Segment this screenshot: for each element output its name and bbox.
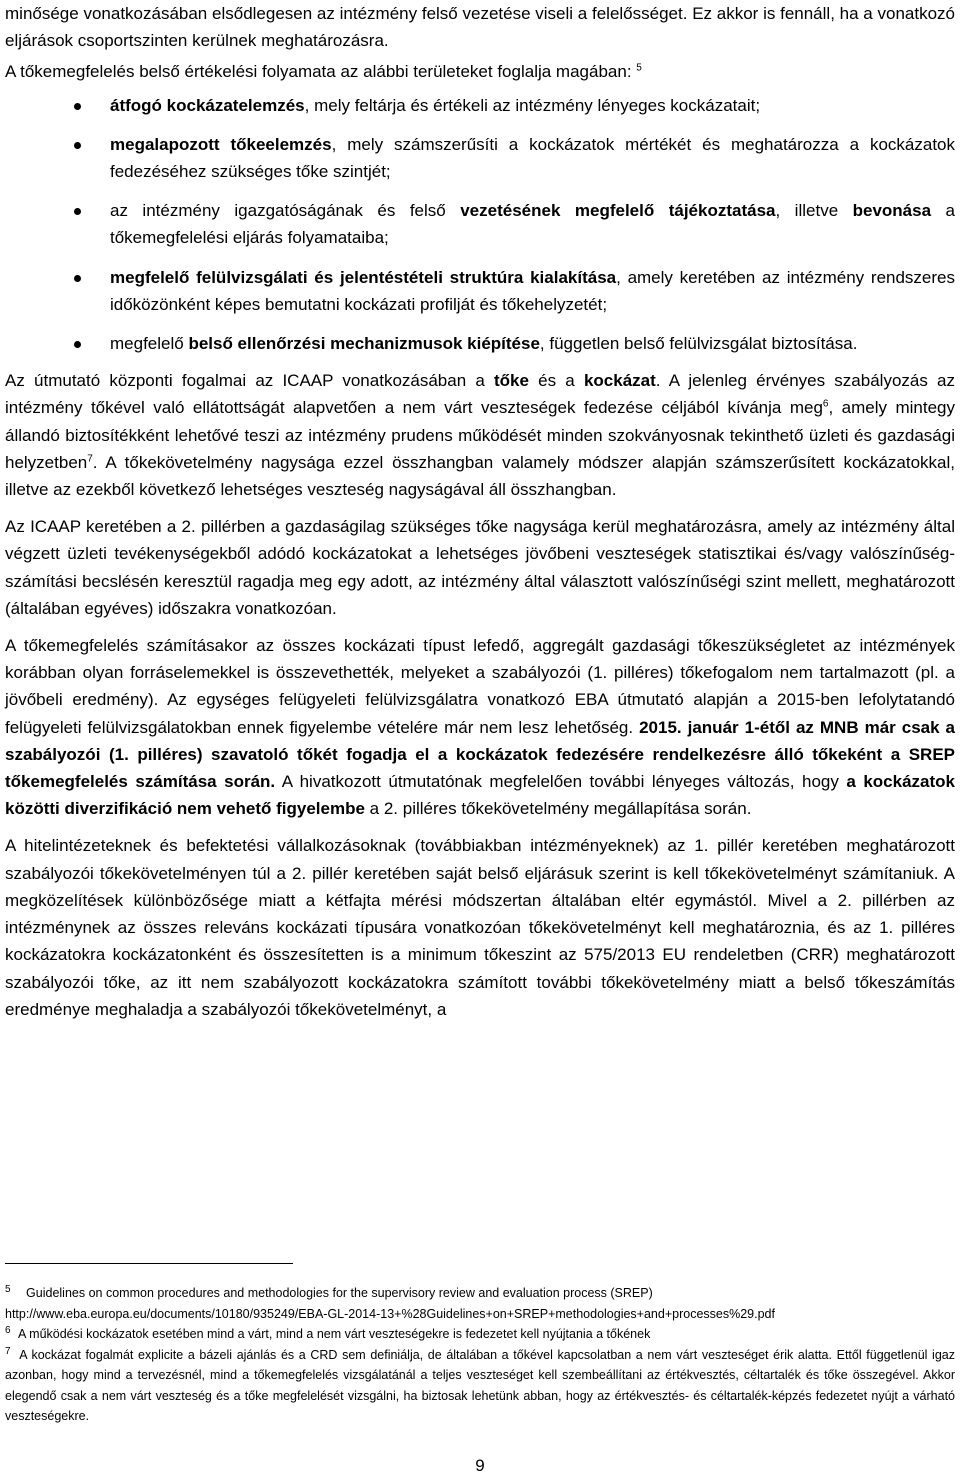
footnote-text: A működési kockázatok esetében mind a várt, mind a nem várt veszteségekre is fedezetet kell nyújtania a tőkének [18, 1327, 651, 1341]
list-item-bold: bevonása [852, 201, 932, 221]
list-item-bold: megfelelő felülvizsgálati és jelentéstételi struktúra kialakítása [110, 267, 617, 287]
footnote-number: 6 [5, 1324, 11, 1336]
bullet-icon [74, 341, 81, 348]
list-item [5, 264, 955, 318]
bullet-icon [74, 208, 81, 215]
list-item [5, 330, 955, 357]
paragraph-text: . A tőkekövetelmény nagysága ezzel összhangban valamely módszer alapján számszerűsített kockázatokkal, illetve az ezekből következő lehetséges veszteség nagyságával áll összhangban. [5, 452, 955, 500]
list-item-text: a tőkemegfelelési eljárás folyamataiba; [110, 201, 955, 248]
list-item-bold: átfogó kockázatelemzés [110, 95, 305, 115]
footnote-link[interactable]: http://www.eba.europa.eu/documents/10180/935249/EBA-GL-2014-13+%28Guidelines+on+SREP+methodologies+and+processes%29.pdf [5, 1306, 775, 1321]
footnote-ref-5[interactable]: 5 [636, 62, 642, 74]
paragraph-intro-text: minősége vonatkozásában elsődlegesen az intézmény felső vezetése viseli a felelősséget. Ez akkor is fennáll, ha a vonatkozó eljárások csoportszinten kerülnek meghatározásra. [5, 4, 955, 51]
paragraph-credit-institutions [5, 832, 955, 1022]
list-item-text: , amely keretében az intézmény rendszeres időközönként képes bemutatni kockázati profilját és tőkehelyzetét; [110, 267, 955, 314]
list-intro-text: A tőkemegfelelés belső értékelési folyamata az alábbi területeket foglalja magában: [5, 62, 632, 82]
paragraph-text: A hitelintézeteknek és befektetési vállalkozásoknak (továbbiakban intézményeknek) az 1. pillér keretében meghatározott szabályozói tőkekövetelményen túl a 2. pillér keretében saját belső eljárásuk szerint is kell tőkekövetelményt számítaniuk. A megközelítések különbözősége miatt a kétfajta mérési módszertan általában eltér egymástól. Mivel a 2. pillérben az intézménynek az összes releváns kockázati típusára vonatkozóan tőkekövetelményt kell meghatároznia, és az 1. pilléres kockázatokra kockázatonként és összesítetten is a minimum tőkeszint az 575/2013 EU rendeletben (CRR) meghatározott szabályozói tőke, az itt nem szabályozott kockázatokra számított további tőkekövetelmény miatt a belső tőkeszámítás eredménye meghaladja a szabályozói tőkekövetelményt, a [5, 836, 955, 1019]
list-item-text: , mely feltárja és értékeli az intézmény lényeges kockázatait; [304, 95, 761, 115]
paragraph-pillar2 [5, 513, 955, 622]
term-capital: tőke [494, 371, 529, 391]
paragraph-text: és a [528, 371, 584, 391]
list-item [5, 197, 955, 251]
list-item-text: , mely számszerűsíti a kockázatok mértékét és meghatározza a kockázatok fedezéséhez szükséges tőke szintjét; [110, 134, 955, 182]
term-risk: kockázat [583, 371, 656, 391]
footnote-number: 7 [5, 1345, 11, 1357]
footnote-6 [5, 1324, 955, 1345]
list-item-text: , független belső felülvizsgálat biztosítása. [539, 334, 858, 354]
page-number: 9 [475, 1456, 485, 1475]
footnote-ref-7[interactable]: 7 [87, 453, 93, 465]
paragraph-bold: 2015. január 1-étől az MNB már csak a szabályozói (1. pilléres) szavatoló tőkét fogadja el a kockázatok fedezésére rendelkezésre álló tőkeként a SREP tőkemegfelelés számítása során. [5, 717, 955, 792]
paragraph-intro [5, 0, 955, 54]
icaap-areas-list [5, 92, 955, 358]
paragraph-text: a 2. pilléres tőkekövetelmény megállapítása során. [364, 799, 752, 819]
bullet-icon [74, 275, 81, 282]
footnote-5 [5, 1283, 955, 1304]
footnote-text: Guidelines on common procedures and methodologies for the supervisory review and evaluation process (SREP) [26, 1286, 653, 1300]
paragraph-text: A tőkemegfelelés számításakor az összes kockázati típust lefedő, aggregált gazdasági tőkeszükségletet az intézmények korábban olyan forráselemekkel is összevethették, melyeket a szabályozói (1. pilléres) tőkefogalom nem tartalmazott (pl. a jövőbeli eredmény). Az egységes felügyeleti felülvizsgálatra vonatkozó EBA útmutató alapján a 2015-ben lefolytatandó felügyeleti felülvizsgálatokban ennek figyelembe vételére már nem lesz lehetőség. [5, 636, 955, 737]
bullet-icon [74, 103, 81, 110]
footnote-ref-6[interactable]: 6 [822, 398, 829, 410]
footnote-5-url [5, 1304, 955, 1325]
paragraph-list-intro [5, 58, 955, 85]
list-item-bold: vezetésének megfelelő tájékoztatása [460, 201, 776, 221]
footnote-number: 5 [5, 1283, 11, 1295]
paragraph-text: . A jelenleg érvényes szabályozás az intézmény tőkével való ellátottságát alapvetően a nem várt veszteségek fedezése céljából kívánja meg [5, 371, 955, 418]
document-page [5, 0, 955, 1023]
paragraph-text: A hivatkozott útmutatónak megfelelően további lényeges változás, hogy [275, 772, 847, 792]
footnote-text: A kockázat fogalmát explicite a bázeli ajánlás és a CRD sem definiálja, de általában a tőkével kapcsolatban a nem várt veszteséget érik alatta. Ettől függetlenül igaz azonban, hogy mind a tervezésnél, mind a tőkemegfelelés vizsgálatánál a teljes veszteséget kell szembeállítani az értékvesztés, céltartalék és tőke összegével. Akkor elegendő csak a nem várt veszteség és a tőke megfelelését vizsgálni, ha biztosak lehetünk abban, hogy az értékvesztés- és céltartalék-képzés fedezetet nyújt a várható veszteségekre. [5, 1347, 955, 1423]
footnote-7 [5, 1345, 955, 1427]
list-item-text: , illetve [775, 201, 853, 221]
list-item [5, 92, 955, 119]
paragraph-text: Az útmutató központi fogalmai az ICAAP vonatkozásában a [5, 371, 494, 391]
list-item-text: megfelelő [110, 334, 189, 354]
list-item-bold: belső ellenőrzési mechanizmusok kiépítése [188, 334, 540, 354]
paragraph-bold: a kockázatok közötti diverzifikáció nem vehető figyelembe [5, 772, 956, 819]
footnotes [5, 1283, 955, 1427]
footnote-separator [5, 1263, 293, 1264]
list-item [5, 131, 955, 185]
paragraph-capital-adequacy [5, 632, 955, 822]
list-item-bold: megalapozott tőkeelemzés [110, 134, 332, 154]
paragraph-text: , amely mintegy állandó biztosítékként lehetővé teszi az intézmény prudens működését minden szokványosnak tekinthető üzleti és gazdasági helyzetben [5, 398, 955, 472]
paragraph-text: Az ICAAP keretében a 2. pillérben a gazdaságilag szükséges tőke nagysága kerül meghatározásra, amely az intézmény által végzett üzleti tevékenységekből adódó kockázatokat a lehetséges jövőbeni veszteségek statisztikai és/vagy valószínűség-számítási becslésén keresztül ragadja meg egy adott, az intézmény által választott valószínűségi szint mellett, meghatározott (általában egyéves) időszakra vonatkozóan. [5, 517, 955, 618]
bullet-icon [74, 142, 81, 149]
list-item-text: az intézmény igazgatóságának és felső [110, 201, 461, 221]
paragraph-capital-risk [5, 367, 955, 503]
